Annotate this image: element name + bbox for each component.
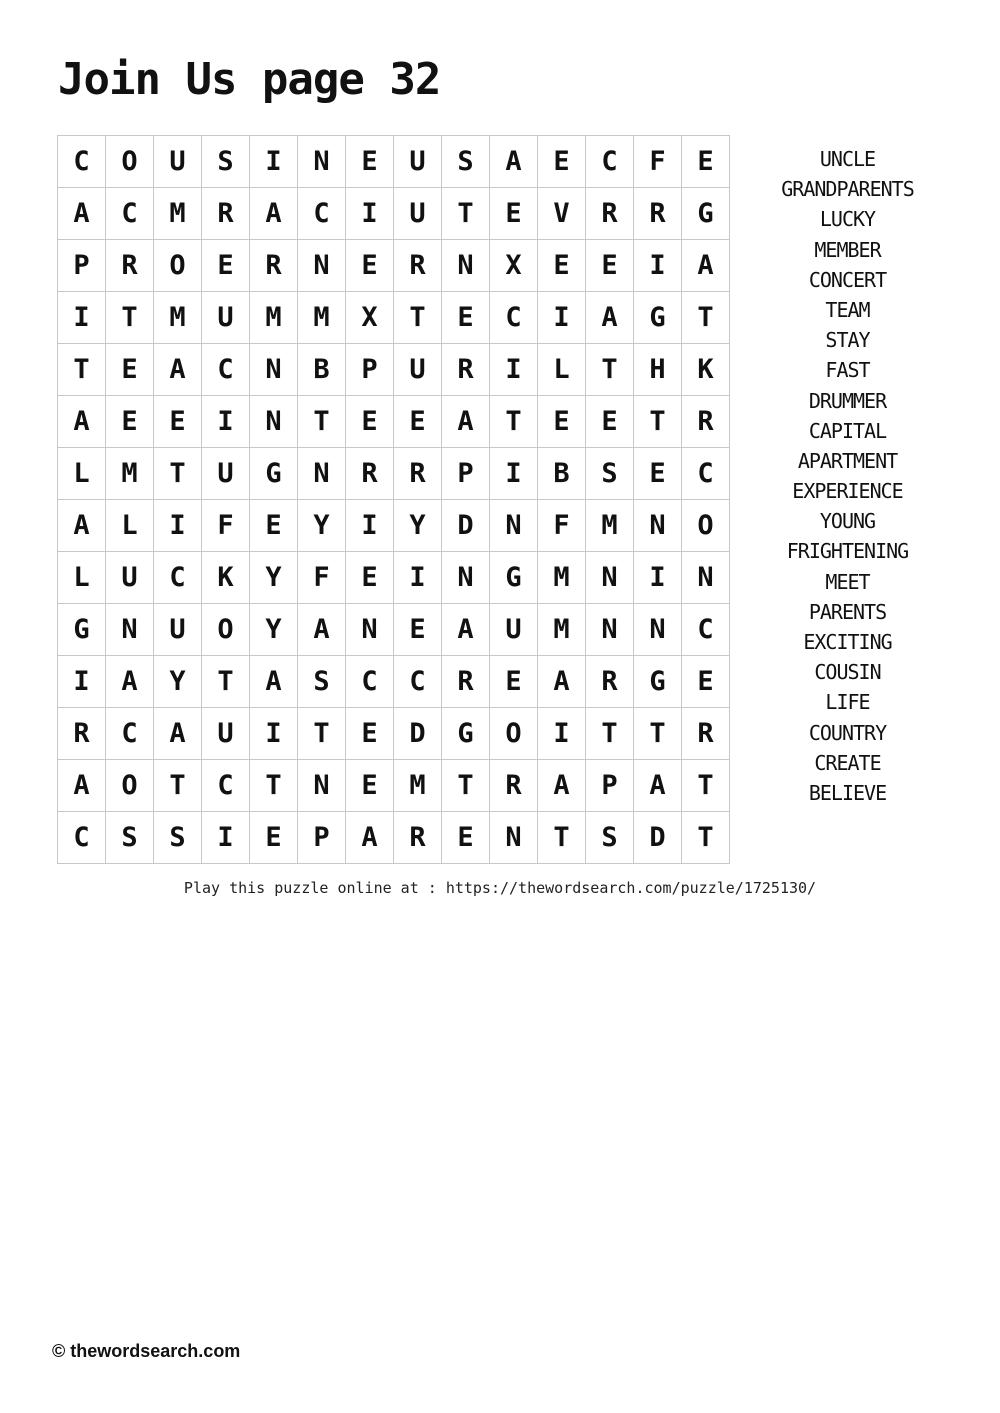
online-link-text: Play this puzzle online at : https://thewordsearch.com/puzzle/1725130/ — [183, 879, 817, 897]
grid-cell: A — [634, 760, 682, 812]
grid-cell: O — [490, 708, 538, 760]
grid-cell: B — [538, 448, 586, 500]
grid-cell: I — [538, 708, 586, 760]
grid-cell: T — [634, 396, 682, 448]
grid-cell: N — [442, 552, 490, 604]
grid-cell: E — [346, 240, 394, 292]
grid-cell: O — [106, 760, 154, 812]
grid-cell: A — [490, 136, 538, 188]
grid-cell: C — [490, 292, 538, 344]
grid-row — [58, 448, 730, 500]
word-list-item: DRUMMER — [808, 388, 887, 413]
grid-row — [58, 812, 730, 864]
word-list-item: MEMBER — [814, 237, 881, 262]
grid-cell: C — [154, 552, 202, 604]
grid-cell: V — [538, 188, 586, 240]
grid-cell: I — [250, 136, 298, 188]
grid-cell: S — [586, 812, 634, 864]
grid-cell: A — [154, 708, 202, 760]
grid-cell: L — [58, 448, 106, 500]
grid-cell: I — [346, 188, 394, 240]
grid-cell: B — [298, 344, 346, 396]
grid-cell: N — [586, 552, 634, 604]
grid-cell: U — [394, 136, 442, 188]
word-list-item: EXPERIENCE — [792, 479, 903, 504]
grid-cell: C — [682, 604, 730, 656]
grid-cell: C — [106, 188, 154, 240]
grid-cell: U — [154, 604, 202, 656]
grid-cell: R — [442, 344, 490, 396]
grid-cell: C — [346, 656, 394, 708]
grid-cell: F — [298, 552, 346, 604]
word-list-item: CONCERT — [808, 267, 887, 292]
grid-cell: E — [346, 136, 394, 188]
grid-cell: X — [490, 240, 538, 292]
grid-cell: M — [394, 760, 442, 812]
grid-cell: L — [106, 500, 154, 552]
grid-cell: E — [346, 552, 394, 604]
grid-row — [58, 188, 730, 240]
grid-cell: R — [634, 188, 682, 240]
grid-cell: N — [346, 604, 394, 656]
grid-cell: P — [58, 240, 106, 292]
grid-cell: I — [202, 396, 250, 448]
grid-cell: N — [250, 396, 298, 448]
grid-cell: N — [106, 604, 154, 656]
grid-cell: A — [538, 760, 586, 812]
grid-cell: M — [538, 604, 586, 656]
word-list-item: UNCLE — [819, 147, 876, 171]
grid-cell: N — [298, 240, 346, 292]
grid-row — [58, 500, 730, 552]
word-list-item: TEAM — [825, 297, 870, 322]
grid-cell: F — [634, 136, 682, 188]
grid-cell: D — [634, 812, 682, 864]
grid-cell: G — [250, 448, 298, 500]
word-search-grid — [57, 135, 730, 864]
word-list-item: FAST — [825, 358, 870, 383]
grid-cell: S — [154, 812, 202, 864]
grid-cell: C — [202, 344, 250, 396]
grid-cell: R — [490, 760, 538, 812]
grid-cell: M — [298, 292, 346, 344]
grid-cell: N — [250, 344, 298, 396]
grid-cell: T — [106, 292, 154, 344]
grid-cell: N — [490, 812, 538, 864]
grid-cell: F — [202, 500, 250, 552]
grid-cell: K — [202, 552, 250, 604]
grid-cell: A — [58, 396, 106, 448]
word-list-item: LIFE — [825, 690, 870, 715]
grid-cell: M — [154, 188, 202, 240]
word-list-item: FRIGHTENING — [786, 539, 909, 564]
grid-cell: T — [682, 292, 730, 344]
grid-cell: C — [682, 448, 730, 500]
grid-cell: I — [394, 552, 442, 604]
word-list — [760, 144, 935, 808]
grid-cell: I — [58, 292, 106, 344]
grid-cell: C — [394, 656, 442, 708]
grid-cell: U — [154, 136, 202, 188]
grid-cell: G — [442, 708, 490, 760]
grid-cell: R — [202, 188, 250, 240]
word-list-item: CREATE — [814, 750, 881, 775]
grid-cell: I — [490, 448, 538, 500]
grid-cell: E — [154, 396, 202, 448]
grid-cell: I — [58, 656, 106, 708]
grid-cell: E — [490, 656, 538, 708]
grid-cell: O — [154, 240, 202, 292]
grid-cell: O — [202, 604, 250, 656]
grid-cell: N — [298, 760, 346, 812]
grid-cell: S — [202, 136, 250, 188]
grid-cell: M — [250, 292, 298, 344]
grid-cell: P — [298, 812, 346, 864]
grid-cell: Y — [394, 500, 442, 552]
grid-cell: A — [586, 292, 634, 344]
grid-cell: C — [586, 136, 634, 188]
grid-cell: M — [538, 552, 586, 604]
grid-cell: A — [682, 240, 730, 292]
grid-cell: L — [538, 344, 586, 396]
grid-cell: N — [634, 500, 682, 552]
grid-cell: A — [442, 604, 490, 656]
grid-cell: F — [538, 500, 586, 552]
grid-cell: D — [442, 500, 490, 552]
grid-cell: E — [442, 812, 490, 864]
grid-cell: T — [682, 760, 730, 812]
grid-cell: R — [682, 396, 730, 448]
page-title: Join Us page 32 — [58, 54, 441, 105]
grid-cell: T — [442, 188, 490, 240]
grid-cell: N — [490, 500, 538, 552]
grid-cell: I — [202, 812, 250, 864]
grid-cell: E — [442, 292, 490, 344]
grid-row — [58, 344, 730, 396]
grid-cell: E — [394, 604, 442, 656]
grid-cell: A — [538, 656, 586, 708]
grid-cell: T — [586, 344, 634, 396]
grid-cell: U — [202, 708, 250, 760]
grid-cell: Y — [154, 656, 202, 708]
grid-cell: U — [202, 448, 250, 500]
grid-cell: T — [202, 656, 250, 708]
grid-cell: R — [442, 656, 490, 708]
grid-cell: S — [442, 136, 490, 188]
grid-cell: U — [490, 604, 538, 656]
grid-cell: U — [106, 552, 154, 604]
grid-cell: T — [154, 760, 202, 812]
grid-cell: G — [634, 656, 682, 708]
grid-cell: A — [346, 812, 394, 864]
grid-cell: C — [58, 136, 106, 188]
word-list-item: STAY — [825, 328, 870, 353]
grid-cell: T — [58, 344, 106, 396]
grid-cell: A — [58, 500, 106, 552]
word-list-item: COUSIN — [814, 660, 881, 685]
grid-cell: G — [682, 188, 730, 240]
grid-cell: U — [202, 292, 250, 344]
word-list-item: GRANDPARENTS — [781, 177, 914, 202]
grid-cell: P — [346, 344, 394, 396]
grid-cell: K — [682, 344, 730, 396]
grid-cell: R — [250, 240, 298, 292]
grid-cell: I — [490, 344, 538, 396]
grid-cell: T — [586, 708, 634, 760]
grid-row — [58, 292, 730, 344]
grid-cell: S — [586, 448, 634, 500]
grid-cell: R — [586, 188, 634, 240]
grid-cell: M — [106, 448, 154, 500]
grid-cell: U — [394, 188, 442, 240]
grid-cell: C — [202, 760, 250, 812]
grid-cell: H — [634, 344, 682, 396]
grid-row — [58, 760, 730, 812]
grid-cell: E — [682, 136, 730, 188]
grid-cell: M — [154, 292, 202, 344]
grid-row — [58, 240, 730, 292]
word-list-item: BELIEVE — [808, 780, 887, 805]
grid-cell: Y — [250, 552, 298, 604]
grid-cell: C — [298, 188, 346, 240]
grid-row — [58, 708, 730, 760]
grid-cell: Y — [298, 500, 346, 552]
grid-cell: T — [538, 812, 586, 864]
grid-cell: A — [58, 760, 106, 812]
grid-cell: N — [682, 552, 730, 604]
word-list-item: MEET — [825, 569, 870, 594]
grid-row — [58, 604, 730, 656]
grid-cell: R — [346, 448, 394, 500]
grid-cell: E — [634, 448, 682, 500]
grid-cell: N — [442, 240, 490, 292]
grid-cell: T — [250, 760, 298, 812]
grid-cell: G — [58, 604, 106, 656]
grid-cell: I — [250, 708, 298, 760]
word-list-item: CAPITAL — [808, 418, 887, 443]
word-list-item: COUNTRY — [808, 720, 887, 745]
grid-cell: N — [586, 604, 634, 656]
grid-row — [58, 552, 730, 604]
grid-cell: R — [394, 812, 442, 864]
grid-cell: L — [58, 552, 106, 604]
grid-cell: E — [586, 240, 634, 292]
word-list-item: EXCITING — [803, 630, 892, 654]
grid-cell: E — [682, 656, 730, 708]
grid-row — [58, 136, 730, 188]
grid-cell: I — [538, 292, 586, 344]
grid-cell: I — [154, 500, 202, 552]
grid-cell: A — [250, 188, 298, 240]
grid-cell: E — [106, 396, 154, 448]
grid-cell: C — [106, 708, 154, 760]
grid-cell: E — [346, 760, 394, 812]
grid-cell: T — [298, 396, 346, 448]
grid-cell: P — [442, 448, 490, 500]
grid-cell: N — [298, 136, 346, 188]
grid-cell: G — [634, 292, 682, 344]
grid-cell: E — [538, 396, 586, 448]
grid-cell: P — [586, 760, 634, 812]
grid-cell: D — [394, 708, 442, 760]
grid-row — [58, 396, 730, 448]
grid-cell: G — [490, 552, 538, 604]
grid-cell: N — [634, 604, 682, 656]
grid-cell: A — [58, 188, 106, 240]
grid-cell: E — [346, 396, 394, 448]
grid-cell: R — [58, 708, 106, 760]
word-list-item: LUCKY — [819, 207, 876, 232]
grid-cell: I — [634, 552, 682, 604]
grid-cell: T — [634, 708, 682, 760]
grid-cell: R — [394, 448, 442, 500]
grid-cell: T — [154, 448, 202, 500]
grid-cell: S — [298, 656, 346, 708]
grid-row — [58, 656, 730, 708]
grid-cell: E — [250, 500, 298, 552]
grid-cell: E — [202, 240, 250, 292]
grid-cell: A — [298, 604, 346, 656]
grid-cell: R — [586, 656, 634, 708]
grid-cell: O — [682, 500, 730, 552]
grid-cell: C — [58, 812, 106, 864]
grid-cell: R — [394, 240, 442, 292]
grid-cell: E — [106, 344, 154, 396]
word-list-item: PARENTS — [808, 599, 887, 624]
grid-cell: E — [586, 396, 634, 448]
grid-cell: T — [298, 708, 346, 760]
grid-cell: A — [154, 344, 202, 396]
grid-cell: O — [106, 136, 154, 188]
grid-cell: A — [250, 656, 298, 708]
grid-cell: R — [106, 240, 154, 292]
grid-cell: U — [394, 344, 442, 396]
copyright-text: © thewordsearch.com — [52, 1341, 241, 1361]
grid-cell: Y — [250, 604, 298, 656]
grid-cell: T — [682, 812, 730, 864]
grid-cell: R — [682, 708, 730, 760]
grid-cell: I — [634, 240, 682, 292]
grid-cell: E — [490, 188, 538, 240]
grid-cell: T — [490, 396, 538, 448]
grid-cell: X — [346, 292, 394, 344]
grid-cell: E — [346, 708, 394, 760]
grid-cell: E — [394, 396, 442, 448]
grid-cell: N — [298, 448, 346, 500]
grid-cell: T — [442, 760, 490, 812]
grid-cell: E — [250, 812, 298, 864]
word-list-item: APARTMENT — [797, 448, 898, 473]
grid-cell: I — [346, 500, 394, 552]
word-list-item: YOUNG — [819, 509, 876, 534]
grid-cell: S — [106, 812, 154, 864]
grid-cell: M — [586, 500, 634, 552]
grid-cell: T — [394, 292, 442, 344]
grid-cell: A — [106, 656, 154, 708]
grid-cell: E — [538, 136, 586, 188]
grid-cell: E — [538, 240, 586, 292]
grid-cell: A — [442, 396, 490, 448]
